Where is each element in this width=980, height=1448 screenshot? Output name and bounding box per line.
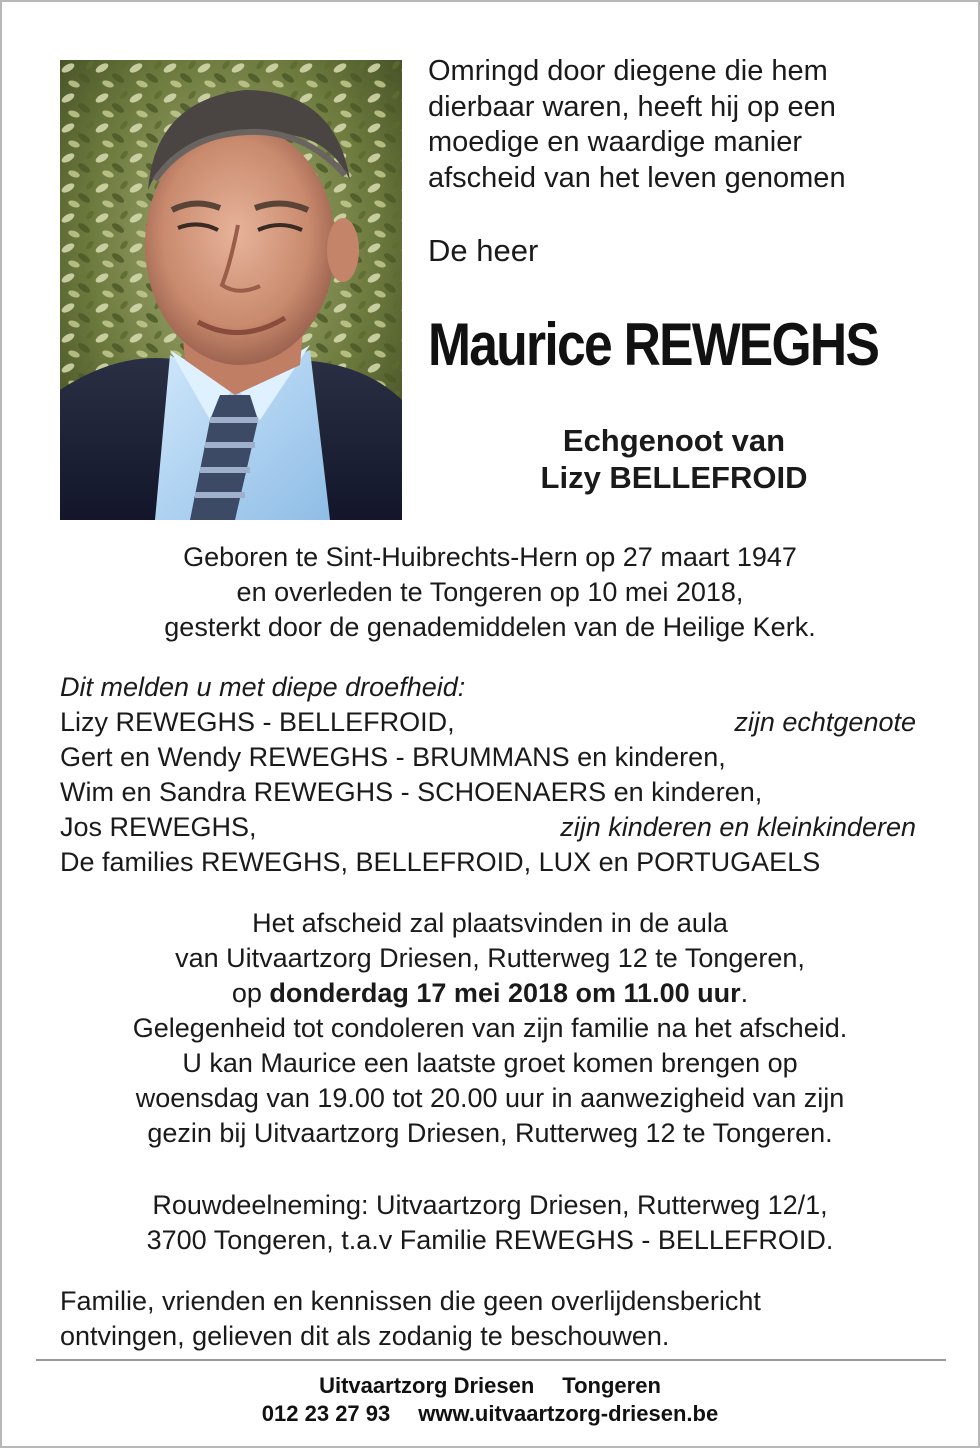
family-names: Jos REWEGHS,: [60, 812, 257, 842]
intro-line: Omringd door diegene die hem: [428, 55, 828, 87]
birth-line: Geboren te Sint-Huibrechts-Hern op 27 maart 1947: [183, 542, 797, 572]
family-relation: zijn kinderen en kleinkinderen: [560, 812, 916, 842]
family-names: Lizy REWEGHS - BELLEFROID,: [60, 707, 455, 737]
ceremony-line: Gelegenheid tot condoleren van zijn familie na het afscheid.: [132, 1013, 848, 1043]
notice-text: [60, 1284, 940, 1354]
footer-row: [2, 1400, 978, 1428]
condolence-line: 3700 Tongeren, t.a.v Familie REWEGHS - BELLEFROID.: [146, 1225, 834, 1255]
spouse-block: [428, 422, 920, 496]
family-list: [60, 670, 916, 880]
ceremony-date-suffix: .: [740, 978, 749, 1008]
spouse-name: Lizy BELLEFROID: [540, 460, 808, 495]
ceremony-date-prefix: op: [231, 978, 270, 1008]
footer-divider: [36, 1359, 946, 1361]
notice-line: ontvingen, gelieven dit als zodanig te beschouwen.: [60, 1321, 670, 1351]
ceremony-line: Het afscheid zal plaatsvinden in de aula: [252, 908, 728, 938]
condolence-address: [2, 1188, 978, 1258]
family-row: [60, 775, 916, 810]
sacrament-line: gesterkt door de genademiddelen van de Heilige Kerk.: [164, 612, 816, 642]
family-row: [60, 810, 916, 845]
ceremony-line: U kan Maurice een laatste groet komen brengen op: [182, 1048, 798, 1078]
ceremony-date-line: [2, 976, 978, 1011]
ceremony-line: van Uitvaartzorg Driesen, Rutterweg 12 te Tongeren,: [175, 943, 805, 973]
family-names: Gert en Wendy REWEGHS - BRUMMANS en kinderen,: [60, 742, 726, 772]
family-relation: zijn echtgenote: [734, 707, 916, 737]
family-names: De families REWEGHS, BELLEFROID, LUX en PORTUGAELS: [60, 847, 821, 877]
intro-line: moedige en waardige manier: [428, 126, 802, 158]
condolence-line: Rouwdeelneming: Uitvaartzorg Driesen, Rutterweg 12/1,: [152, 1190, 828, 1220]
intro-line: dierbaar waren, heeft hij op een: [428, 90, 836, 123]
funeral-home-phone: 012 23 27 93: [261, 1401, 391, 1426]
family-intro: Dit melden u met diepe droefheid:: [60, 672, 466, 702]
spouse-line: Echgenoot van: [562, 423, 786, 458]
funeral-home-footer: [2, 1372, 978, 1428]
footer-row: [2, 1372, 978, 1400]
family-row: [60, 705, 916, 740]
intro-line: afscheid van het leven genomen: [428, 161, 846, 194]
title-prefix: De heer: [428, 233, 539, 268]
portrait-photo: [60, 60, 402, 520]
notice-line: Familie, vrienden en kennissen die geen overlijdensbericht: [60, 1286, 761, 1316]
family-row: [60, 845, 916, 880]
ceremony-date: donderdag 17 mei 2018 om 11.00 uur: [269, 978, 741, 1008]
birth-death-info: [2, 540, 978, 645]
ceremony-line: gezin bij Uitvaartzorg Driesen, Rutterweg 12 te Tongeren.: [147, 1118, 833, 1148]
ceremony-info: [2, 906, 978, 1151]
family-names: Wim en Sandra REWEGHS - SCHOENAERS en kinderen,: [60, 777, 763, 807]
ceremony-line: woensdag van 19.00 tot 20.00 uur in aanwezigheid van zijn: [135, 1083, 845, 1113]
funeral-home-city: Tongeren: [562, 1373, 661, 1398]
funeral-home-website[interactable]: www.uitvaartzorg-driesen.be: [418, 1401, 719, 1426]
death-line: en overleden te Tongeren op 10 mei 2018,: [236, 577, 744, 607]
funeral-home-name: Uitvaartzorg Driesen: [319, 1373, 535, 1398]
intro-text: [428, 54, 948, 196]
deceased-name: Maurice REWEGHS: [428, 311, 879, 378]
family-row: [60, 740, 916, 775]
